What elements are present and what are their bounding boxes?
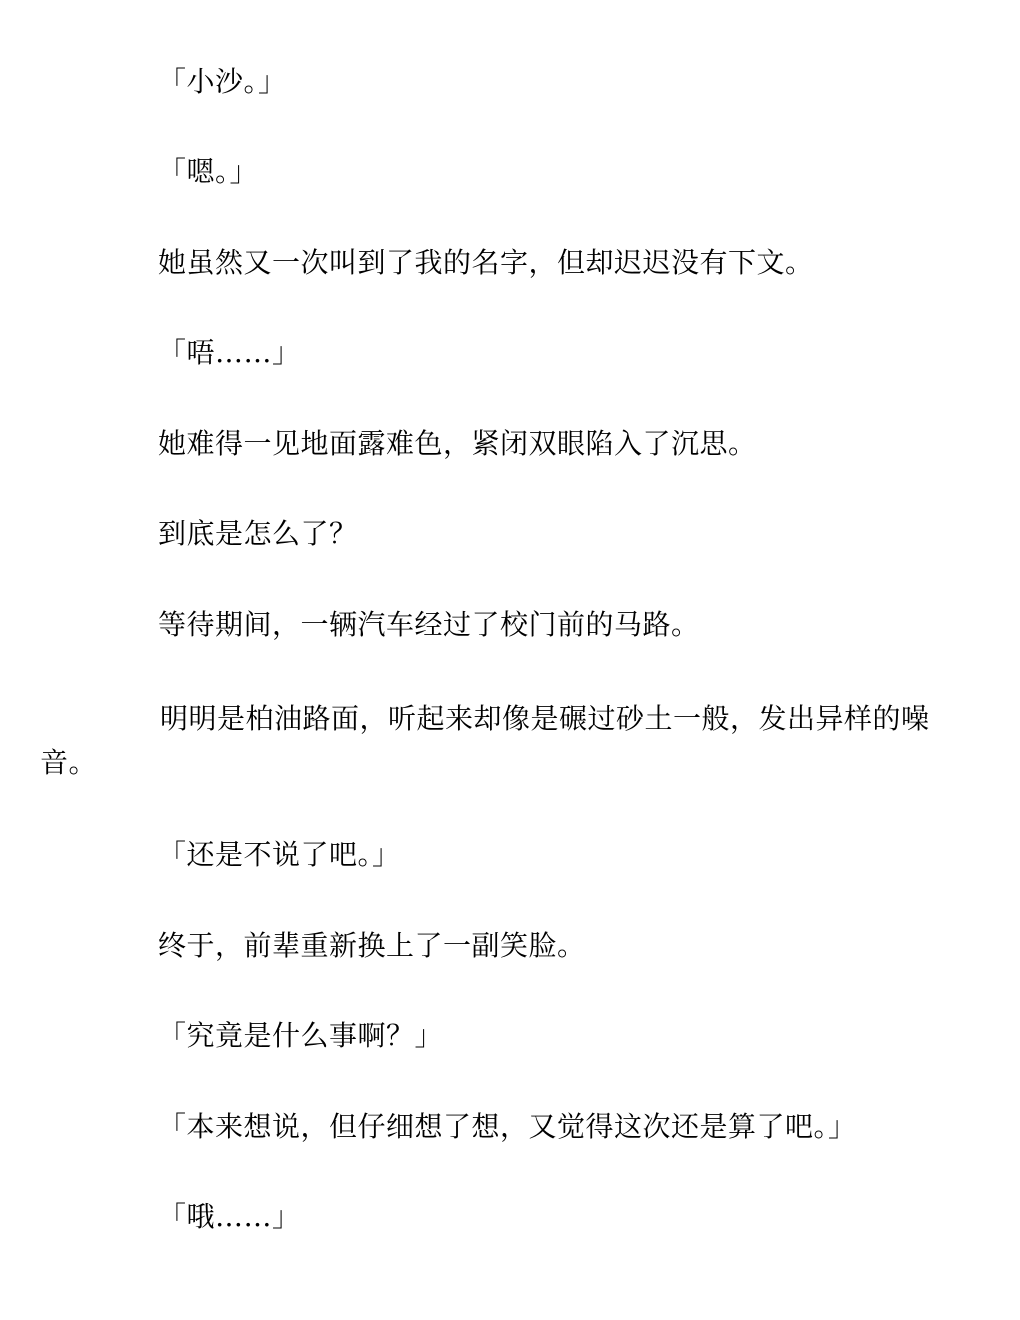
paragraph-4: 「唔……」 xyxy=(158,336,301,369)
paragraph-5: 她难得一见地面露难色，紧闭双眼陷入了沉思。 xyxy=(158,427,757,460)
paragraph-2: 「嗯。」 xyxy=(158,155,259,188)
paragraph-8 xyxy=(40,697,1020,785)
paragraph-12: 「本来想说，但仔细想了想，又觉得这次还是算了吧。」 xyxy=(158,1110,857,1143)
paragraph-9: 「还是不说了吧。」 xyxy=(158,838,401,871)
paragraph-8-line-1: 明明是柏油路面，听起来却像是碾过砂土一般，发出异样的噪 xyxy=(160,702,930,735)
paragraph-1: 「小沙。」 xyxy=(158,65,287,98)
paragraph-13: 「哦……」 xyxy=(158,1200,301,1233)
paragraph-7: 等待期间，一辆汽车经过了校门前的马路。 xyxy=(158,608,700,641)
paragraph-3: 她虽然又一次叫到了我的名字，但却迟迟没有下文。 xyxy=(158,246,814,279)
paragraph-11: 「究竟是什么事啊？」 xyxy=(158,1019,444,1052)
paragraph-6: 到底是怎么了？ xyxy=(158,517,358,550)
paragraph-8-line-2: 音。 xyxy=(40,746,98,779)
paragraph-10: 终于，前辈重新换上了一副笑脸。 xyxy=(158,929,586,962)
